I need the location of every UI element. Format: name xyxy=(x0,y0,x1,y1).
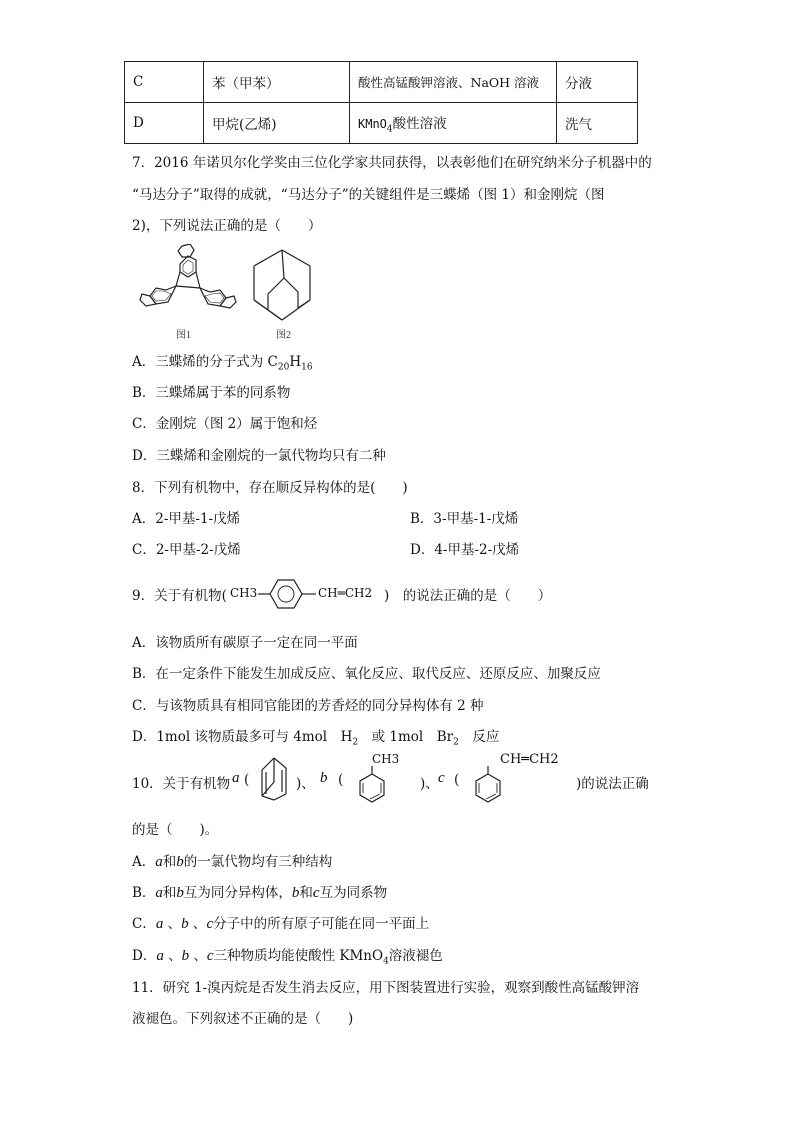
q10-stem-post: )的说法正确 xyxy=(576,776,649,792)
label-a: a xyxy=(156,948,164,964)
label-c: c xyxy=(206,948,214,964)
label-a: a xyxy=(155,885,163,901)
label-c: c xyxy=(312,885,320,901)
paren-open: ( xyxy=(454,772,460,788)
q10-stem-line2: 的是（ )。 xyxy=(132,822,219,838)
q8-stem: 8．下列有机物中，存在顺反异构体的是( ) xyxy=(132,480,408,496)
q10-option-a xyxy=(132,850,332,871)
q9-option-d xyxy=(132,725,499,748)
q10-option-d: D．a 、b 、c三种物质均能使酸性 KMnO$_4$溶液褪色 xyxy=(132,948,443,967)
label-b: b xyxy=(176,885,184,901)
styrene-vinyl-label: CH═CH2 xyxy=(500,752,559,767)
text: 的一氯代物均有三种结构 xyxy=(183,854,333,870)
q9-option-d-mid: 或 1mol Br xyxy=(358,729,454,745)
q9-stem-post: ) 的说法正确的是（ ） xyxy=(384,588,552,604)
paren-close: )、 xyxy=(420,776,439,792)
paren-close: )、 xyxy=(296,776,315,792)
q8-option-d: D．4-甲基-2-戊烯 xyxy=(410,542,520,558)
figure2-label: 图2 xyxy=(276,330,291,341)
text: 互为同分异构体， xyxy=(183,885,292,901)
q7-option-b: B．三蝶烯属于苯的同系物 xyxy=(132,385,291,401)
table-cell-reagent xyxy=(350,103,557,144)
label-b: b xyxy=(176,854,184,870)
label-c: c xyxy=(206,916,214,932)
q10-stem-pre: 10．关于有机物 xyxy=(132,776,231,792)
label-b: b xyxy=(181,948,190,964)
q10-option-b xyxy=(132,881,387,902)
table-cell-id: D xyxy=(125,103,204,144)
figure1-label: 图1 xyxy=(176,330,191,341)
q9-option-c: C．与该物质具有相同官能团的芳香烃的同分异构体有 2 种 xyxy=(132,698,484,714)
paren-open: ( xyxy=(244,772,250,788)
q9-option-d-text: D．1mol 该物质最多可与 4mol H xyxy=(132,729,353,745)
q10-label-c: c xyxy=(438,770,445,786)
table-row xyxy=(125,62,638,103)
separation-table xyxy=(124,61,638,144)
reagent-formula: KMnO xyxy=(358,116,387,131)
subscript: 2 xyxy=(352,737,359,748)
option-prefix: A． xyxy=(132,854,156,870)
adamantane-structure-figure xyxy=(248,248,318,324)
q9-option-a: A．该物质所有碳原子一定在同一平面 xyxy=(132,635,358,651)
label-a: a xyxy=(155,854,163,870)
reagent-text: 酸性高锰酸钾溶液、NaOH 溶液 xyxy=(358,75,540,90)
subscript: 4 xyxy=(383,956,389,967)
option-prefix: C． xyxy=(132,916,156,932)
q10-label-b: b xyxy=(320,770,328,786)
option-prefix: D． xyxy=(132,948,157,964)
table-cell-substance: 甲烷(乙烯) xyxy=(204,103,350,144)
q9-stem-pre: 9．关于有机物( xyxy=(132,588,227,604)
table-cell-reagent xyxy=(350,62,557,103)
q9-option-d-post: 反应 xyxy=(458,729,500,745)
paren-open: ( xyxy=(338,772,344,788)
toluene-ring-icon xyxy=(346,764,386,806)
q7-option-a-text: A．三蝶烯的分子式为 C xyxy=(132,354,278,370)
q10-option-c: C．a 、b 、c分子中的所有原子可能在同一平面上 xyxy=(132,916,430,932)
text: 三种物质均能使酸性 KMnO xyxy=(213,948,384,964)
text: 溶液褪色 xyxy=(388,948,443,964)
q9-struct-vinyl: CH═CH2 xyxy=(318,586,373,600)
toluene-ch3-label: CH3 xyxy=(372,752,400,766)
q11-stem-line1: 11．研究 1-溴丙烷是否发生消去反应，用下图装置进行实验，观察到酸性高锰酸钾溶 xyxy=(132,980,640,996)
reagent-subscript: 4 xyxy=(386,124,393,135)
text: 和 xyxy=(162,854,177,870)
subscript: 2 xyxy=(453,737,459,748)
q10-label-a: a xyxy=(232,770,240,786)
triptycene-structure-figure xyxy=(138,244,238,324)
q7-option-d: D．三蝶烯和金刚烷的一氯代物均只有二种 xyxy=(132,448,386,464)
q7-option-c: C．金刚烷（图 2）属于饱和烃 xyxy=(132,416,318,432)
q8-option-b: B．3-甲基-1-戊烯 xyxy=(410,511,519,527)
text: 分子中的所有原子可能在同一平面上 xyxy=(213,916,430,932)
text: 和 xyxy=(299,885,313,901)
label-a: a xyxy=(155,916,164,932)
q7-option-a-h: H xyxy=(289,354,302,370)
reagent-text: 酸性溶液 xyxy=(392,115,447,132)
table-row xyxy=(125,103,638,144)
q8-option-c: C．2-甲基-2-戊烯 xyxy=(132,542,241,558)
table-cell-method: 分液 xyxy=(557,62,638,103)
q7-stem-line2: “马达分子”取得的成就，“马达分子”的关键组件是三蝶烯（图 1）和金刚烷（图 xyxy=(132,187,605,203)
q7-stem-line1: 7．2016 年诺贝尔化学奖由三位化学家共同获得，以表彰他们在研究纳米分子机器中的 xyxy=(132,155,652,171)
q7-option-a xyxy=(132,350,313,373)
subscript: 16 xyxy=(301,362,313,373)
benzene-ring-icon xyxy=(258,577,318,611)
option-prefix: B． xyxy=(132,885,156,901)
table-cell-method: 洗气 xyxy=(557,103,638,144)
text: 互为同系物 xyxy=(319,885,388,901)
label-b: b xyxy=(181,916,189,932)
table-cell-substance: 苯（甲苯） xyxy=(204,62,350,103)
norbornadiene-structure-figure xyxy=(254,754,294,804)
q8-option-a: A．2-甲基-1-戊烯 xyxy=(132,511,241,527)
q7-stem-line3: 2)，下列说法正确的是（ ） xyxy=(132,218,322,234)
q9-option-b: B．在一定条件下能发生加成反应、氧化反应、取代反应、还原反应、加聚反应 xyxy=(132,666,601,682)
subscript: 20 xyxy=(277,362,290,373)
q11-stem-line2: 液褪色。下列叙述不正确的是（ ) xyxy=(132,1011,354,1027)
styrene-ring-icon xyxy=(462,764,502,806)
label-b: b xyxy=(291,885,300,901)
text: 和 xyxy=(162,885,177,901)
q9-struct-ch3: CH3 xyxy=(230,586,258,600)
table-cell-id: C xyxy=(125,62,204,103)
